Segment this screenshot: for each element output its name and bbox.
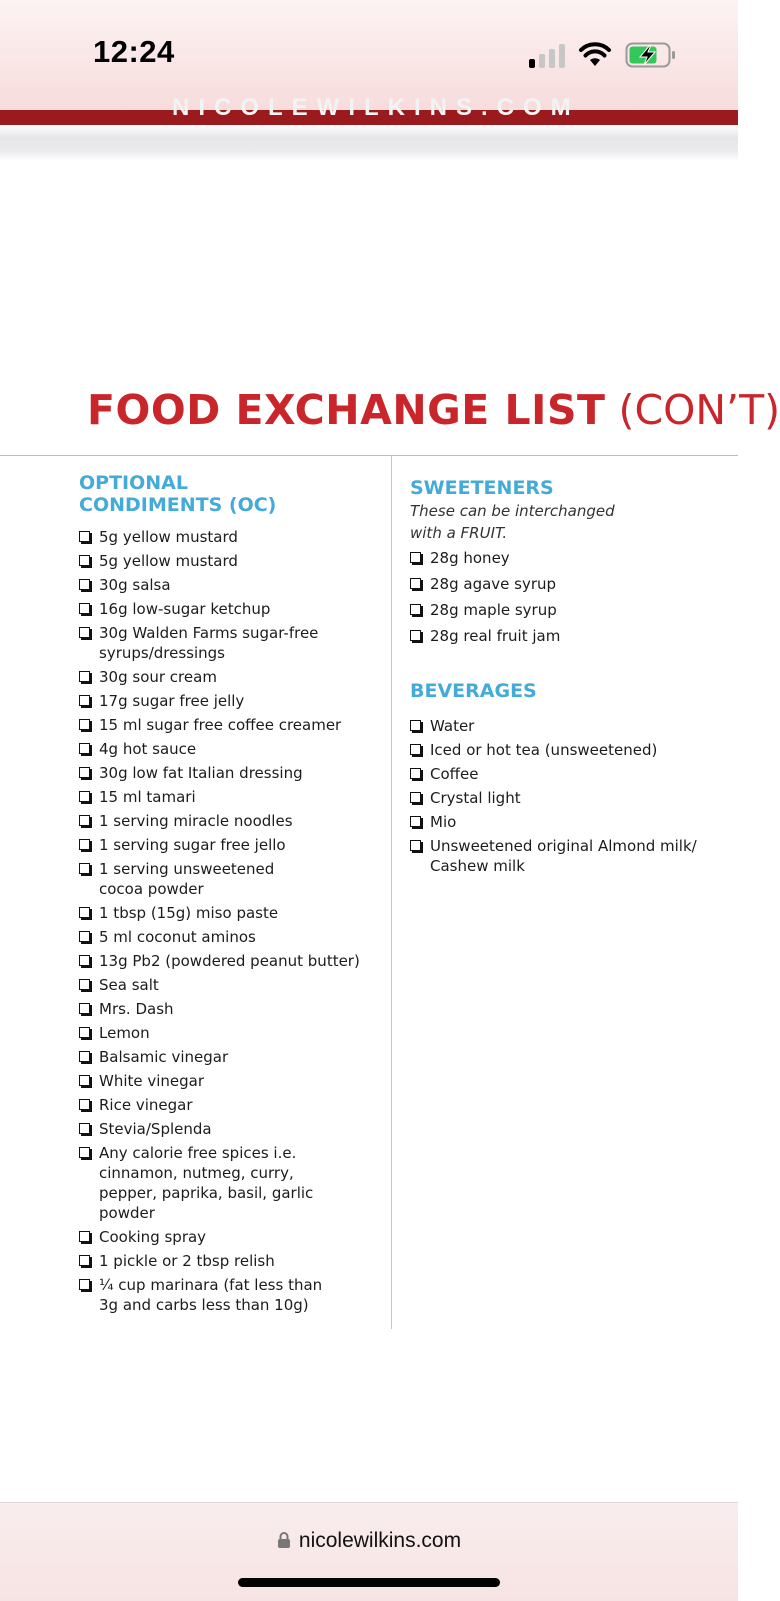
list-item	[79, 623, 334, 663]
item-label: Crystal light	[430, 789, 521, 807]
list-item	[79, 975, 379, 995]
item-label: 30g low fat Italian dressing	[99, 764, 303, 782]
item-label: Mrs. Dash	[99, 1000, 174, 1018]
item-label: Any calorie free spices i.e. cinnamon, nutmeg, curry, pepper, paprika, basil, garlic powder	[99, 1144, 314, 1222]
list-item	[79, 859, 299, 899]
checkbox-icon	[79, 531, 90, 542]
optional-condiments-heading	[79, 472, 276, 516]
checkbox-icon	[79, 1075, 90, 1086]
item-label: Mio	[430, 813, 457, 831]
item-label: Unsweetened original Almond milk/ Cashew milk	[430, 837, 697, 875]
list-item	[79, 1047, 379, 1067]
checkbox-icon	[79, 695, 90, 706]
checkbox-icon	[79, 931, 90, 942]
item-label: Cooking spray	[99, 1228, 207, 1246]
list-item	[410, 740, 710, 760]
checkbox-icon	[79, 979, 90, 990]
item-label: Balsamic vinegar	[99, 1048, 229, 1066]
item-label: 16g low-sugar ketchup	[99, 600, 271, 618]
heading-line: CONDIMENTS (OC)	[79, 494, 277, 516]
list-item	[79, 763, 379, 783]
item-label: 1 pickle or 2 tbsp relish	[99, 1252, 275, 1270]
checkbox-icon	[79, 1099, 90, 1110]
checkbox-icon	[410, 604, 421, 615]
checkbox-icon	[79, 1147, 90, 1158]
checkbox-icon	[410, 792, 421, 803]
url-display[interactable]	[0, 1529, 738, 1553]
list-item	[79, 1275, 339, 1315]
list-item	[79, 1023, 379, 1043]
checkbox-icon	[79, 839, 90, 850]
list-item	[410, 548, 710, 568]
list-item	[410, 600, 710, 620]
checkbox-icon	[410, 578, 421, 589]
item-label: 1 serving miracle noodles	[99, 812, 293, 830]
list-item	[410, 836, 710, 876]
sweeteners-note: These can be interchanged with a FRUIT.	[410, 502, 615, 542]
list-item	[410, 574, 710, 594]
checkbox-icon	[79, 863, 90, 874]
list-item	[410, 716, 710, 736]
banner-shadow-band	[0, 125, 738, 161]
list-item	[79, 739, 379, 759]
page-title-main: FOOD EXCHANGE LIST	[87, 386, 606, 434]
item-label: 1 serving unsweetened cocoa powder	[99, 860, 275, 898]
checkbox-icon	[410, 552, 421, 563]
battery-charging-icon	[625, 42, 677, 68]
checkbox-icon	[79, 579, 90, 590]
checkbox-icon	[79, 1279, 90, 1290]
item-label: 28g honey	[430, 549, 510, 567]
checkbox-icon	[79, 1003, 90, 1014]
list-item	[410, 764, 710, 784]
checkbox-icon	[79, 1051, 90, 1062]
checkbox-icon	[410, 744, 421, 755]
checkbox-icon	[79, 627, 90, 638]
checkbox-icon	[410, 840, 421, 851]
checkbox-icon	[79, 1231, 90, 1242]
column-divider	[391, 456, 392, 1329]
item-label: 28g agave syrup	[430, 575, 557, 593]
item-label: 30g Walden Farms sugar-free syrups/dressings	[99, 624, 319, 662]
item-label: 15 ml sugar free coffee creamer	[99, 716, 342, 734]
item-label: 17g sugar free jelly	[99, 692, 245, 710]
beverages-heading: BEVERAGES	[410, 680, 537, 702]
item-label: 5g yellow mustard	[99, 528, 238, 546]
list-item	[79, 1119, 379, 1139]
item-label: Water	[430, 717, 475, 735]
list-item	[79, 1251, 379, 1271]
item-label: 1 tbsp (15g) miso paste	[99, 904, 279, 922]
item-label: White vinegar	[99, 1072, 205, 1090]
checkbox-icon	[410, 768, 421, 779]
checkbox-icon	[79, 555, 90, 566]
item-label: ¼ cup marinara (fat less than 3g and carbs less than 10g)	[99, 1276, 323, 1314]
checkbox-icon	[79, 1123, 90, 1134]
list-item	[79, 903, 379, 923]
list-item	[79, 575, 379, 595]
site-banner	[0, 94, 738, 125]
checkbox-icon	[79, 1255, 90, 1266]
item-label: 5 ml coconut aminos	[99, 928, 256, 946]
list-item	[79, 1227, 379, 1247]
list-item	[79, 599, 379, 619]
checkbox-icon	[79, 743, 90, 754]
sweeteners-heading: SWEETENERS	[410, 477, 554, 499]
wifi-icon	[579, 42, 611, 68]
page-title	[87, 386, 780, 434]
list-item	[79, 811, 379, 831]
list-item	[79, 927, 379, 947]
lock-icon	[277, 1531, 291, 1549]
item-label: 5g yellow mustard	[99, 552, 238, 570]
list-item	[79, 787, 379, 807]
list-item	[79, 527, 379, 547]
list-item	[79, 1143, 334, 1223]
title-divider	[0, 455, 738, 456]
item-label: 4g hot sauce	[99, 740, 197, 758]
list-item	[410, 788, 710, 808]
item-label: Rice vinegar	[99, 1096, 193, 1114]
item-label: Coffee	[430, 765, 479, 783]
list-item	[79, 551, 379, 571]
list-item	[79, 835, 379, 855]
item-label: 30g salsa	[99, 576, 171, 594]
checkbox-icon	[79, 719, 90, 730]
list-item	[79, 667, 379, 687]
checkbox-icon	[79, 907, 90, 918]
item-label: 13g Pb2 (powdered peanut butter)	[99, 952, 360, 970]
item-label: Lemon	[99, 1024, 150, 1042]
cellular-signal-icon	[529, 42, 567, 68]
checkbox-icon	[410, 630, 421, 641]
checkbox-icon	[79, 1027, 90, 1038]
item-label: 28g real fruit jam	[430, 627, 561, 645]
item-label: 30g sour cream	[99, 668, 217, 686]
item-label: 1 serving sugar free jello	[99, 836, 286, 854]
list-item	[79, 715, 379, 735]
checkbox-icon	[79, 955, 90, 966]
heading-line: OPTIONAL	[79, 472, 188, 494]
page-title-suffix: (CON’T)	[618, 386, 780, 434]
item-label: Sea salt	[99, 976, 159, 994]
list-item	[79, 951, 379, 971]
checkbox-icon	[410, 816, 421, 827]
list-item	[410, 812, 710, 832]
beverages-list	[410, 716, 710, 880]
checkbox-icon	[79, 671, 90, 682]
item-label: 28g maple syrup	[430, 601, 557, 619]
url-text: nicolewilkins.com	[298, 1529, 462, 1552]
checkbox-icon	[79, 791, 90, 802]
condiments-list	[79, 527, 379, 1319]
list-item	[79, 1095, 379, 1115]
item-label: 15 ml tamari	[99, 788, 196, 806]
status-time: 12:24	[93, 34, 175, 69]
list-item	[79, 691, 379, 711]
list-item	[410, 626, 710, 646]
checkbox-icon	[79, 603, 90, 614]
list-item	[79, 999, 379, 1019]
checkbox-icon	[79, 815, 90, 826]
banner-text: NICOLEWILKINS.COM	[172, 94, 580, 121]
item-label: Iced or hot tea (unsweetened)	[430, 741, 658, 759]
sweeteners-list	[410, 548, 710, 652]
checkbox-icon	[79, 767, 90, 778]
list-item	[79, 1071, 379, 1091]
item-label: Stevia/Splenda	[99, 1120, 212, 1138]
home-indicator[interactable]	[238, 1578, 500, 1587]
checkbox-icon	[410, 720, 421, 731]
